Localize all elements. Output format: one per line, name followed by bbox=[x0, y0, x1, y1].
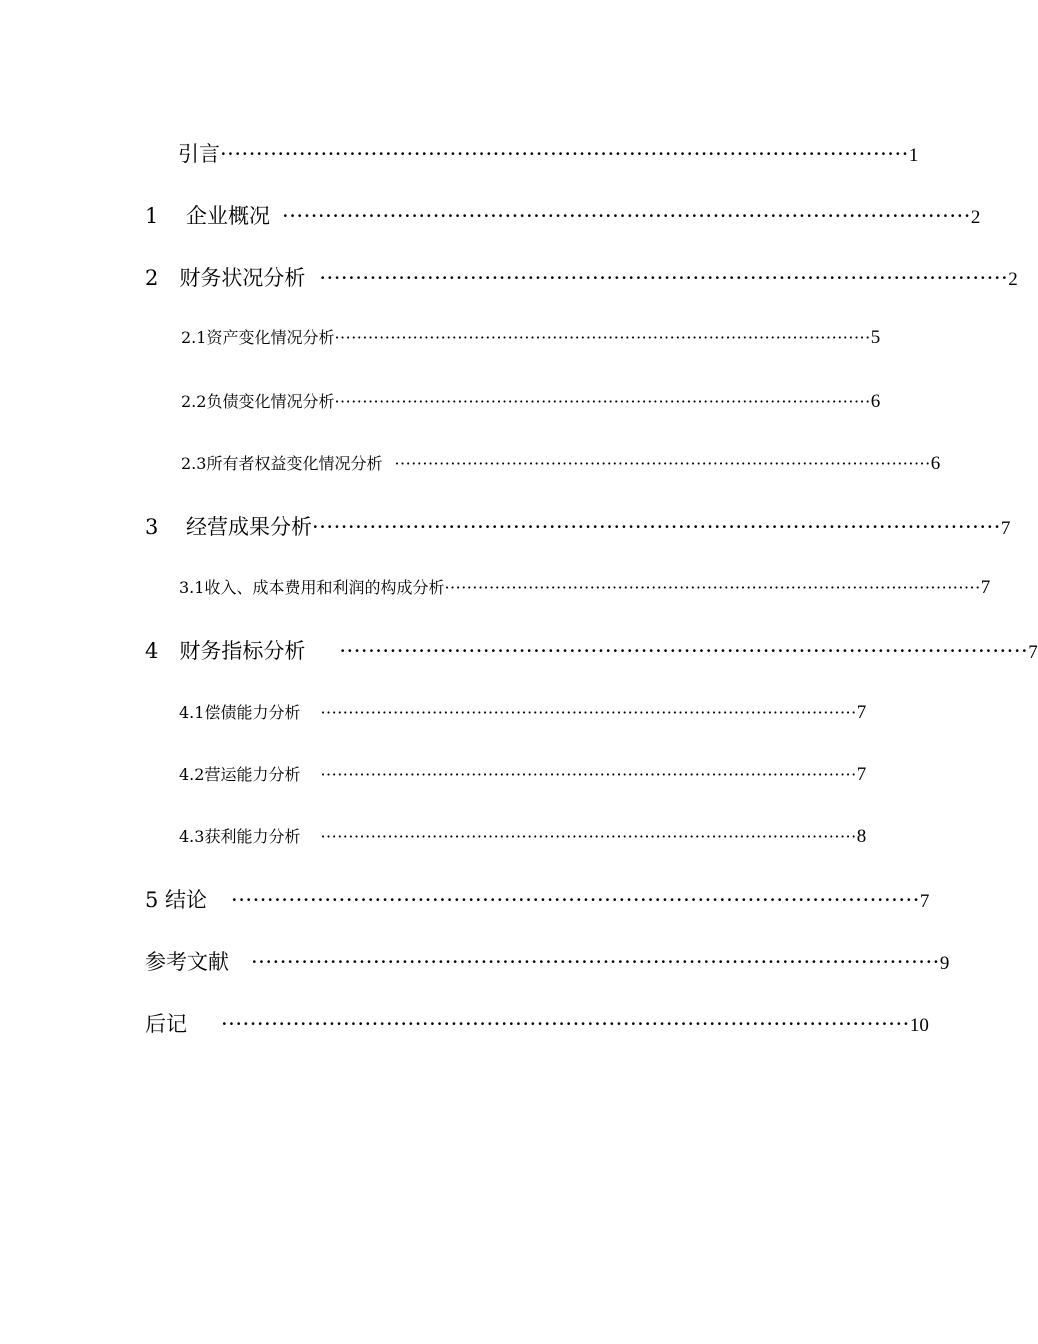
toc-page-number: 2 bbox=[1008, 269, 1018, 290]
toc-label: 2.2负债变化情况分析 bbox=[181, 392, 335, 411]
toc-label: 1 企业概况 bbox=[145, 204, 271, 228]
toc-label: 2.3所有者权益变化情况分析 bbox=[181, 454, 383, 473]
toc-page-number: 7 bbox=[1000, 518, 1011, 539]
toc-leader: ································································································ bbox=[220, 142, 909, 166]
toc-entry-chapter-1[interactable] bbox=[145, 200, 981, 230]
toc-label: 2 财务状况分析 bbox=[145, 266, 306, 290]
toc-entry-section-3-1[interactable] bbox=[179, 575, 991, 599]
toc-entry-section-2-2[interactable] bbox=[181, 389, 881, 413]
toc-label: 后记 bbox=[145, 1012, 187, 1036]
toc-page-number: 7 bbox=[856, 702, 867, 723]
toc-page-number: 7 bbox=[919, 891, 930, 912]
toc-leader: ································································································ bbox=[282, 204, 971, 228]
toc-label: 4 财务指标分析 bbox=[145, 639, 306, 663]
toc-entry-section-2-3[interactable] bbox=[181, 451, 941, 475]
toc-leader: ································································································ bbox=[251, 950, 940, 974]
toc-label: 4.2营运能力分析 bbox=[179, 765, 301, 784]
toc-page-number: 7 bbox=[980, 577, 991, 598]
toc-entry-section-4-1[interactable] bbox=[179, 700, 867, 724]
toc-label: 4.3获利能力分析 bbox=[179, 827, 301, 846]
toc-entry-chapter-2[interactable] bbox=[145, 262, 1018, 292]
toc-page-number: 10 bbox=[909, 1015, 929, 1036]
toc-leader: ································································································ bbox=[320, 827, 857, 846]
toc-label: 4.1偿债能力分析 bbox=[179, 703, 301, 722]
toc-label: 3 经营成果分析 bbox=[145, 515, 313, 539]
toc-page-number: 6 bbox=[930, 453, 941, 474]
toc-entry-section-2-1[interactable] bbox=[181, 325, 881, 349]
toc-entry-section-4-3[interactable] bbox=[179, 824, 867, 848]
toc-label: 2.1资产变化情况分析 bbox=[181, 328, 335, 347]
toc-leader: ································································································ bbox=[320, 765, 857, 784]
toc-entry-chapter-4[interactable] bbox=[145, 635, 1038, 665]
toc-leader: ································································································ bbox=[334, 392, 871, 411]
toc-leader: ································································································ bbox=[320, 703, 857, 722]
toc-label: 引言 bbox=[178, 142, 220, 166]
toc-page-number: 1 bbox=[908, 145, 919, 166]
toc-label: 3.1收入、成本费用和利润的构成分析 bbox=[179, 578, 445, 597]
toc-leader: ································································································ bbox=[231, 888, 920, 912]
toc-leader: ································································································ bbox=[221, 1012, 910, 1036]
toc-page-number: 7 bbox=[1028, 642, 1038, 663]
toc-page-number: 5 bbox=[870, 327, 881, 348]
toc-page-number: 9 bbox=[939, 953, 950, 974]
toc-label: 5 结论 bbox=[145, 888, 208, 912]
toc-entry-intro[interactable] bbox=[178, 138, 919, 168]
toc-leader: ································································································ bbox=[339, 639, 1029, 663]
toc-leader: ································································································ bbox=[394, 454, 931, 473]
toc-entry-section-4-2[interactable] bbox=[179, 762, 867, 786]
toc-entry-chapter-5[interactable] bbox=[145, 884, 930, 914]
toc-page-number: 6 bbox=[870, 391, 881, 412]
toc-entry-references[interactable] bbox=[145, 946, 950, 976]
toc-leader: ································································································ bbox=[444, 578, 981, 597]
toc-leader: ································································································ bbox=[312, 515, 1001, 539]
toc-page-number: 2 bbox=[970, 207, 981, 228]
toc-page-number: 7 bbox=[856, 764, 867, 785]
toc-label: 参考文献 bbox=[145, 950, 229, 974]
toc-page-number: 8 bbox=[856, 826, 867, 847]
toc-leader: ································································································ bbox=[334, 328, 871, 347]
toc-entry-afterword[interactable] bbox=[145, 1008, 929, 1038]
toc-entry-chapter-3[interactable] bbox=[145, 511, 1011, 541]
toc-leader: ································································································ bbox=[319, 266, 1009, 290]
